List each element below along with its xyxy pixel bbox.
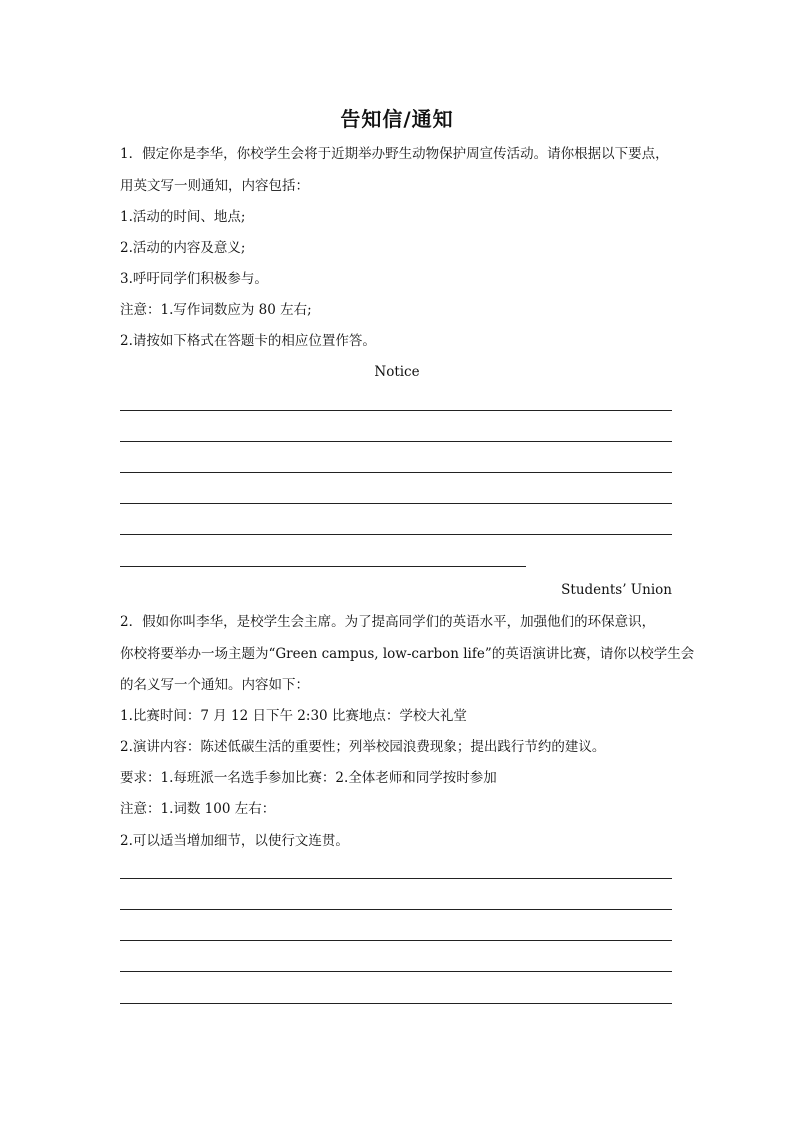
answer-line: [120, 472, 672, 473]
answer-line: [120, 1003, 672, 1004]
answer-line-short: [120, 566, 526, 567]
q1-line-1: 1．假定你是李华，你校学生会将于近期举办野生动物保护周宣传活动。请你根据以下要点，: [120, 146, 669, 162]
q1-line-6: 注意：1.写作词数应为 80 左右;: [120, 302, 312, 318]
notice-signature: Students’ Union: [561, 582, 672, 598]
q2-line-8: 2.可以适当增加细节，以使行文连贯。: [120, 833, 349, 849]
q1-line-7: 2.请按如下格式在答题卡的相应位置作答。: [120, 333, 376, 349]
q2-line-1: 2．假如你叫李华，是校学生会主席。为了提高同学们的英语水平，加强他们的环保意识，: [120, 614, 656, 630]
q2-line-4: 1.比赛时间：7 月 12 日下午 2:30 比赛地点：学校大礼堂: [120, 708, 467, 724]
q2-line-3: 的名义写一个通知。内容如下：: [120, 677, 309, 693]
q2-line-2: 你校将要举办一场主题为“Green campus, low-carbon life”的英语演讲比赛，请你以校学生会: [120, 646, 695, 662]
q1-line-5: 3.呼吁同学们积极参与。: [120, 271, 268, 287]
answer-line: [120, 940, 672, 941]
answer-line: [120, 441, 672, 442]
answer-line: [120, 503, 672, 504]
q2-line-5: 2.演讲内容：陈述低碳生活的重要性；列举校园浪费现象；提出践行节约的建议。: [120, 739, 606, 755]
q1-line-4: 2.活动的内容及意义;: [120, 240, 246, 256]
q2-line-7: 注意：1.词数 100 左右：: [120, 801, 276, 817]
q1-line-2: 用英文写一则通知，内容包括：: [120, 178, 309, 194]
page-title: 告知信/通知: [340, 107, 454, 131]
answer-line: [120, 909, 672, 910]
notice-heading: Notice: [374, 364, 420, 380]
q2-line-6: 要求：1.每班派一名选手参加比赛：2.全体老师和同学按时参加: [120, 770, 497, 786]
answer-line: [120, 534, 672, 535]
answer-line: [120, 878, 672, 879]
answer-line: [120, 410, 672, 411]
q1-line-3: 1.活动的时间、地点;: [120, 209, 246, 225]
answer-line: [120, 971, 672, 972]
